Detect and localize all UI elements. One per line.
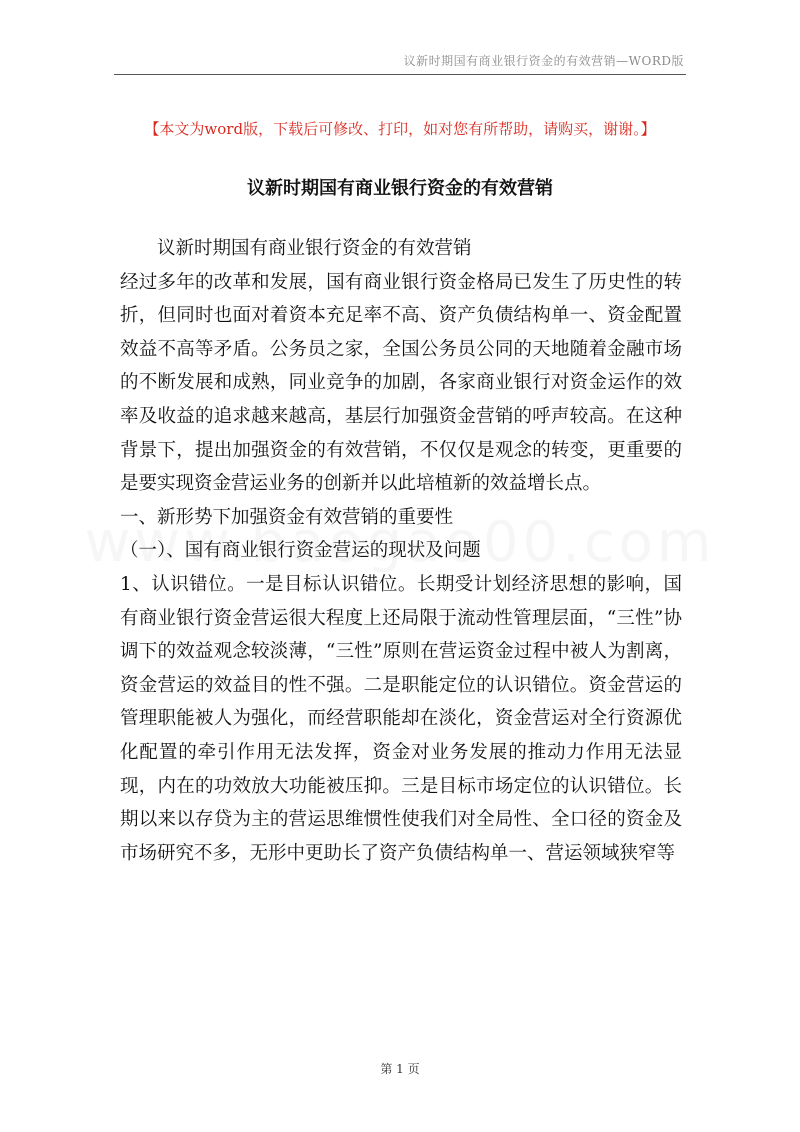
subsection-heading: （一）、国有商业银行资金营运的现状及问题 xyxy=(120,540,481,562)
document-title: 议新时期国有商业银行资金的有效营销 xyxy=(247,178,553,199)
document-body xyxy=(120,232,682,870)
page-number: 第 1 页 xyxy=(380,1062,420,1076)
running-header: 议新时期国有商业银行资金的有效营销—WORD版 xyxy=(403,54,684,68)
subtitle-paragraph: 议新时期国有商业银行资金的有效营销 xyxy=(157,238,472,259)
section-heading: 一、新形势下加强资金有效营销的重要性 xyxy=(120,506,454,528)
body-paragraph: 1、认识错位。一是目标认识错位。长期受计划经济思想的影响，国有商业银行资金营运很大程度上还局限于流动性管理层面，“三性”协调下的效益观念较淡薄，“三性”原则在营运资金过程中被人为割离，资金营运的效益目的性不强。二是职能定位的认识错位。资金营运的管理职能被人为强化，而经营职能却在淡化，资金营运对全行资源优化配置的牵引作用无法发挥，资金对业务发展的推动力作用无法显现，内在的功效放大功能被压抑。三是目标市场定位的认识错位。长期以来以存贷为主的营运思维惯性使我们对全局性、全口径的资金及市场研究不多，无形中更助长了资产负债结构单一、营运领域狭窄等 xyxy=(120,573,682,864)
header-divider xyxy=(114,74,686,75)
body-paragraph: 经过多年的改革和发展，国有商业银行资金格局已发生了历史性的转折，但同时也面对着资本充足率不高、资产负债结构单一、资金配置效益不高等矛盾。公务员之家，全国公务员公同的天地随着金融市场的不断发展和成熟，同业竞争的加剧，各家商业银行对资金运作的效率及收益的追求越来越高，基层行加强资金营销的呼声较高。在这种背景下，提出加强资金的有效营销，不仅仅是观念的转变，更重要的是要实现资金营运业务的创新并以此培植新的效益增长点。 xyxy=(120,271,682,495)
download-notice: 【本文为word版，下载后可修改、打印，如对您有所帮助，请购买，谢谢。】 xyxy=(144,120,656,138)
